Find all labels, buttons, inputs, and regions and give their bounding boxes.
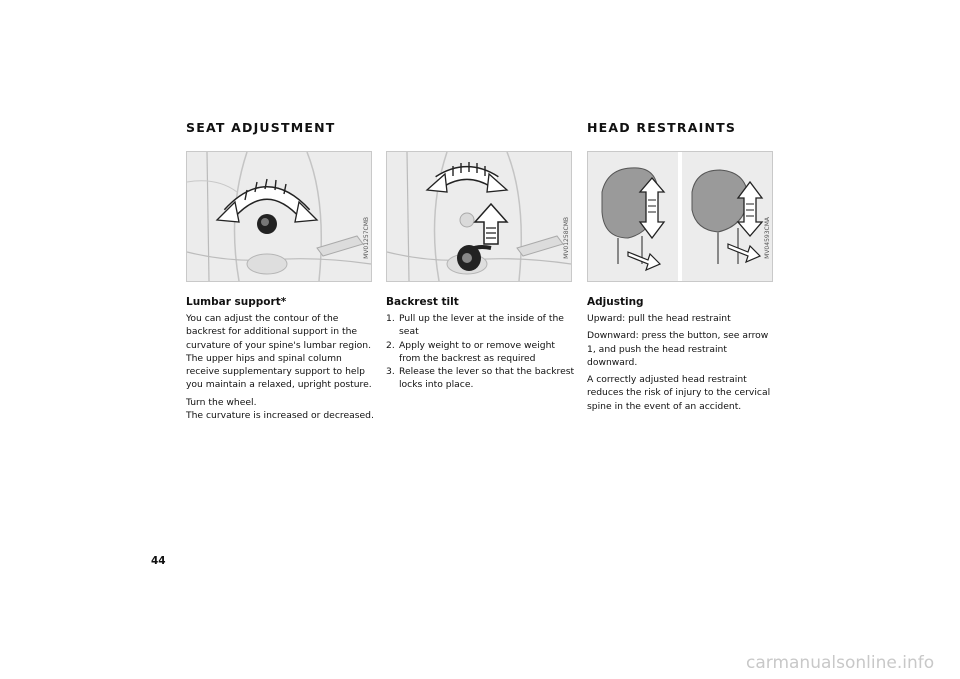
step-number: 1. <box>386 313 395 324</box>
step-text: Pull up the lever at the inside of the seat <box>399 313 564 338</box>
section-title-head-restraints: HEAD RESTRAINTS <box>587 120 737 135</box>
adjusting-upward: Upward: pull the head restraint <box>587 313 731 324</box>
adjusting-downward: Downward: press the button, see arrow 1, and push the head restraint downward. <box>587 330 769 368</box>
lumbar-support-body: You can adjust the contour of the backrest for additional support in the curvature of your spine's lumbar region. The upper hips and spinal column receive supplementary support to help you maintain a relaxed, upright posture. <box>186 313 372 391</box>
lumbar-seat-drawing <box>187 152 371 281</box>
figure-code: MV01257CMB <box>363 217 370 259</box>
backrest-tilt-illustration <box>386 151 572 282</box>
section-title-seat-adjustment: SEAT ADJUSTMENT <box>186 120 336 135</box>
lumbar-support-instruction: Turn the wheel. <box>186 396 257 408</box>
adjusting-note: A correctly adjusted head restraint reduces the risk of injury to the cervical spine in the event of an accident. <box>587 374 771 412</box>
step-item <box>386 339 578 366</box>
step-item <box>386 365 578 392</box>
step-item <box>386 312 578 339</box>
lumbar-support-result: The curvature is increased or decreased. <box>186 410 374 422</box>
step-number: 2. <box>386 339 395 351</box>
lumbar-support-heading: Lumbar support* <box>186 296 287 308</box>
lumbar-support-illustration <box>186 151 372 282</box>
adjusting-text <box>587 312 779 417</box>
adjusting-heading: Adjusting <box>587 296 644 308</box>
watermark-text: carmanualsonline.info <box>746 653 935 673</box>
step-text: Release the lever so that the backrest locks into place. <box>399 366 575 391</box>
step-text: Apply weight to or remove weight from the backrest as required <box>399 339 556 364</box>
figure-code: MV01258CMB <box>563 217 570 259</box>
backrest-tilt-steps <box>386 312 578 392</box>
page-number: 44 <box>151 555 166 567</box>
head-restraint-drawing <box>588 152 772 281</box>
lumbar-support-text <box>186 312 378 426</box>
backrest-seat-drawing <box>387 152 571 281</box>
backrest-tilt-heading: Backrest tilt <box>386 296 459 308</box>
head-restraint-illustration <box>587 151 773 282</box>
step-number: 3. <box>386 366 395 378</box>
figure-code: MV04593CMA <box>764 217 771 259</box>
